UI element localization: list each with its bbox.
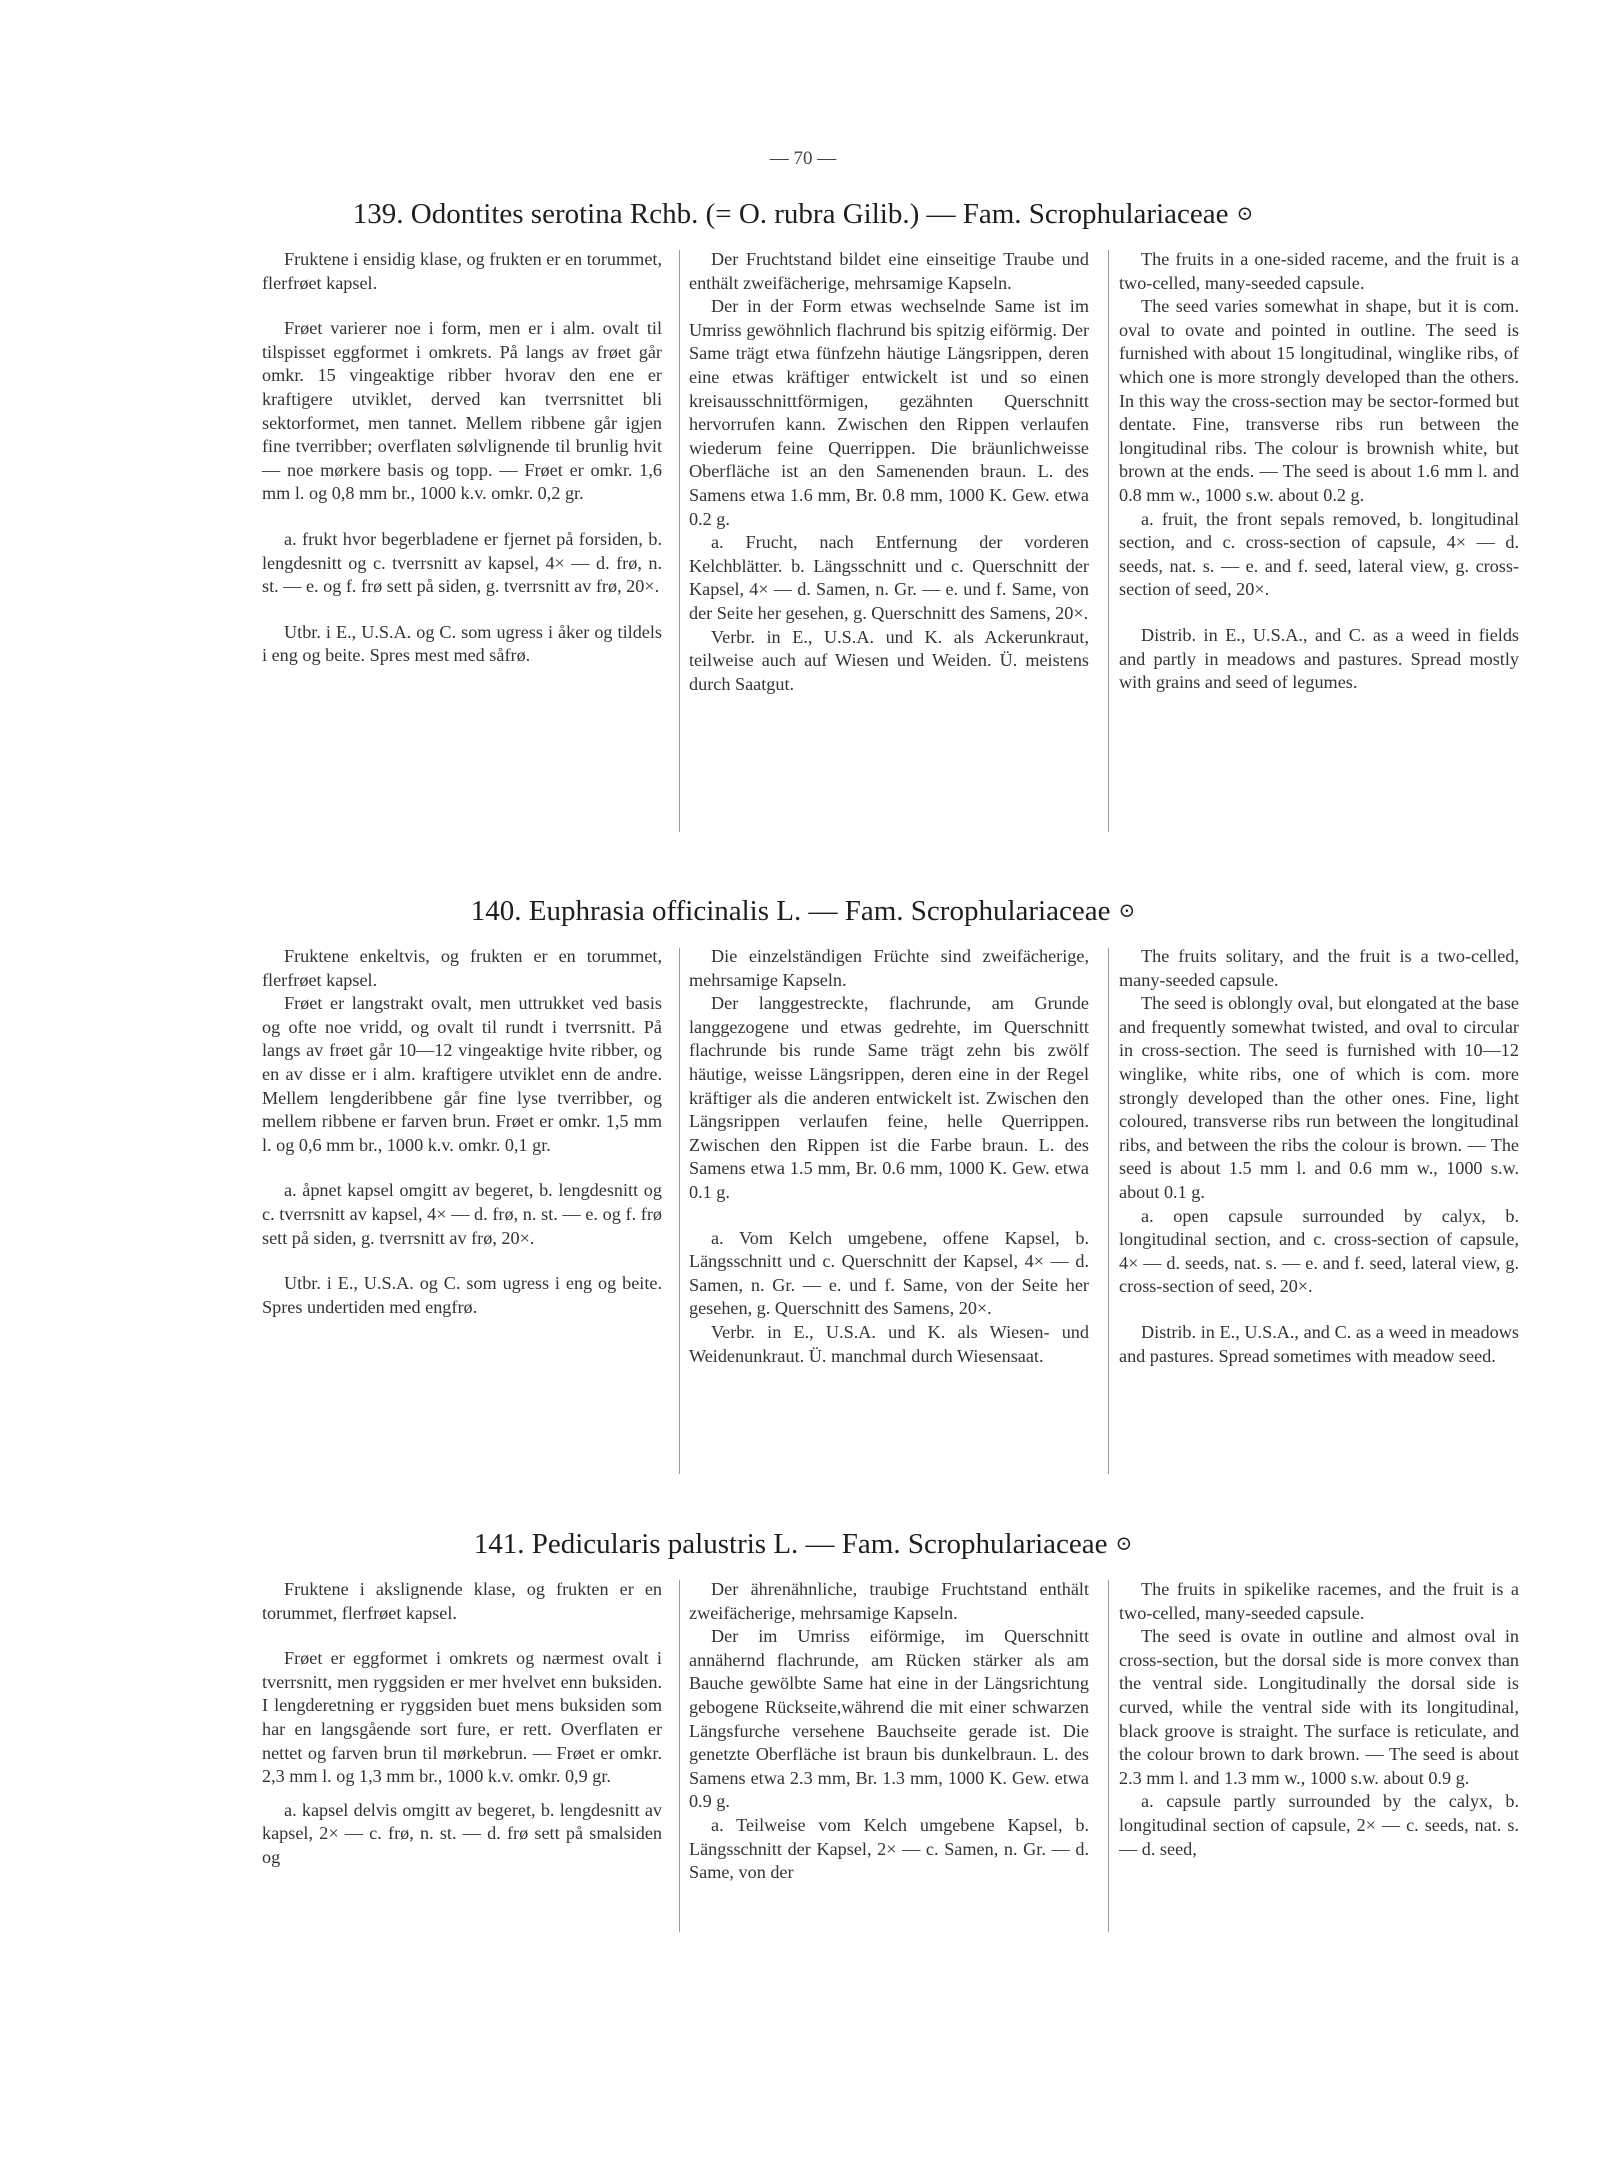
figure-legend: a. åpnet kapsel omgitt av begeret, b. lengdesnitt og c. tverrsnitt av kapsel, 4× — d. frø, n. st. — e. og f. frø sett på siden, g. tverrsnitt av frø, 20×.: [262, 1180, 662, 1248]
entry-139-german-column: [689, 248, 1089, 696]
entry-141-norwegian-column: [262, 1578, 662, 1870]
distribution: Distrib. in E., U.S.A., and C. as a weed in fields and partly in meadows and pastures. Spread mostly with grains and seed of legumes.: [1119, 624, 1519, 693]
column-divider: [679, 250, 680, 832]
seed-description: Der in der Form etwas wechselnde Same ist im Umriss gewöhnlich flachrund bis spitzig eiförmig. Der Same trägt etwa fünfzehn häutige Längsrippen, deren eine etwas kräftiger entwickelt ist und so einen kreisausschnittförmigen, gezähnten Querschnitt hervorrufen kann. Zwischen den Rippen verlaufen wiederum feine Querrippen. Die bräunlichweisse Oberfläche ist an den Samenenden braun. L. des Samens etwa 1.6 mm, Br. 0.8 mm, 1000 K. Gew. etwa 0.2 g.: [689, 296, 1089, 529]
fruit-description: Fruktene enkeltvis, og frukten er en torummet, flerfrøet kapsel.: [262, 946, 662, 990]
column-divider: [1108, 250, 1109, 832]
annual-symbol-icon: ⊙: [1118, 900, 1136, 922]
species-number: 139.: [352, 198, 404, 230]
seed-description: Frøet er langstrakt ovalt, men uttrukket ved basis og ofte noe vridd, og ovalt til rundt i tverrsnitt. På langs av frøet går 10—12 vingeaktige hvite ribber, og en av disse er i alm. kraftigere utviklet enn de andre. Mellem lengderibbene går fine lyse tverribber, og mellem ribbene er farven brun. Frøet er omkr. 1,5 mm l. og 0,6 mm br., 1000 k.v. omkr. 0,1 gr.: [262, 993, 662, 1155]
species-number: 140.: [470, 895, 522, 927]
distribution: Verbr. in E., U.S.A. und K. als Wiesen- und Weidenunkraut. Ü. manchmal durch Wiesensaat.: [689, 1321, 1089, 1366]
figure-legend: a. frukt hvor begerbladene er fjernet på forsiden, b. lengdesnitt og c. tverrsnitt av kapsel, 4× — d. frø, n. st. — e. og f. frø sett på siden, g. tverrsnitt av frø, 20×.: [262, 528, 662, 597]
column-divider: [1108, 1580, 1109, 1932]
fruit-description: Die einzelständigen Früchte sind zweifächerige, mehrsamige Kapseln.: [689, 946, 1089, 990]
column-divider: [679, 1580, 680, 1932]
distribution: Utbr. i E., U.S.A. og C. som ugress i eng og beite. Spres undertiden med engfrø.: [262, 1273, 662, 1317]
species-heading-141: [0, 1528, 1606, 1561]
figure-legend: a. open capsule surrounded by calyx, b. longitudinal section, and c. cross-section of capsule, 4× — d. seeds, nat. s. — e. and f. seed, lateral view, g. cross-section of seed, 20×.: [1119, 1205, 1519, 1297]
fruit-description: Der ährenähnliche, traubige Fruchtstand enthält zweifächerige, mehrsamige Kapseln.: [689, 1579, 1089, 1623]
seed-description: The seed is oblongly oval, but elongated at the base and frequently somewhat twisted, and oval to circular in cross-section. The seed is furnished with 10—12 winglike, white ribs, one of which is com. more strongly developed than the other ones. Fine, light coloured, transverse ribs run between the longitudinal ribs, and between the ribs the colour is brown. — The seed is about 1.5 mm l. and 0.6 mm w., 1000 s.w. about 0.1 g.: [1119, 993, 1519, 1202]
species-number: 141.: [473, 1528, 525, 1560]
species-title: Pedicularis palustris L. — Fam. Scrophulariaceae: [531, 1528, 1108, 1560]
distribution: Utbr. i E., U.S.A. og C. som ugress i åker og tildels i eng og beite. Spres mest med såfrø.: [262, 621, 662, 666]
annual-symbol-icon: ⊙: [1115, 1533, 1133, 1555]
entry-141-english-column: [1119, 1578, 1519, 1861]
entry-140-german-column: [689, 945, 1089, 1368]
seed-description: The seed varies somewhat in shape, but it is com. oval to ovate and pointed in outline. The seed is furnished with about 15 longitudinal, winglike ribs, of which one is more strongly developed than the others. In this way the cross-section may be sector-formed but dentate. Fine, transverse ribs run between the longitudinal ribs. The colour is brownish white, but brown at the ends. — The seed is about 1.6 mm l. and 0.8 mm w., 1000 s.w. about 0.2 g.: [1119, 296, 1519, 505]
seed-description: Der im Umriss eiförmige, im Querschnitt annähernd flachrunde, am Rücken stärker als am Bauche gewölbte Same hat eine in der Längsrichtung gebogene Rückseite,während die mit einer schwarzen Längsfurche versehene Bauchseite gerade ist. Die genetzte Oberfläche ist braun bis dunkelbraun. L. des Samens etwa 2.3 mm, Br. 1.3 mm, 1000 K. Gew. etwa 0.9 g.: [689, 1626, 1089, 1812]
figure-legend: a. kapsel delvis omgitt av begeret, b. lengdesnitt av kapsel, 2× — c. frø, n. st. — d. frø sett på smalsiden og: [262, 1799, 662, 1867]
page-number: — 70 —: [769, 148, 837, 169]
entry-139-norwegian-column: [262, 248, 662, 668]
seed-description: Frøet varierer noe i form, men er i alm. ovalt til tilspisset eggformet i omkrets. På langs av frøet går omkr. 15 vingeaktige ribber hvorav den ene er kraftigere utviklet, derved kan tverrsnittet bli sektorformet, men tannet. Mellem ribbene går igjen fine tverribber; overflaten sølvlignende til brunlig hvit — noe mørkere basis og topp. — Frøet er omkr. 1,6 mm l. og 0,8 mm br., 1000 k.v. omkr. 0,2 gr.: [262, 318, 662, 504]
distribution: Distrib. in E., U.S.A., and C. as a weed in meadows and pastures. Spread sometimes with meadow seed.: [1119, 1321, 1519, 1366]
annual-symbol-icon: ⊙: [1236, 203, 1254, 225]
fruit-description: The fruits in a one-sided raceme, and the fruit is a two-celled, many-seeded capsule.: [1119, 249, 1519, 293]
column-divider: [1108, 948, 1109, 1474]
entry-141-german-column: [689, 1578, 1089, 1885]
species-heading-139: [0, 198, 1606, 231]
fruit-description: Der Fruchtstand bildet eine einseitige Traube und enthält zweifächerige, mehrsamige Kapseln.: [689, 249, 1089, 293]
fruit-description: Fruktene i ensidig klase, og frukten er en torummet, flerfrøet kapsel.: [262, 249, 662, 293]
fruit-description: The fruits solitary, and the fruit is a two-celled, many-seeded capsule.: [1119, 946, 1519, 990]
species-title: Euphrasia officinalis L. — Fam. Scrophulariaceae: [528, 895, 1111, 927]
figure-legend: a. fruit, the front sepals removed, b. longitudinal section, and c. cross-section of capsule, 4× — d. seeds, nat. s. — e. and f. seed, lateral view, g. cross-section of seed, 20×.: [1119, 508, 1519, 600]
entry-139-english-column: [1119, 248, 1519, 695]
seed-description: The seed is ovate in outline and almost oval in cross-section, but the dorsal side is more convex than the ventral side. Longitudinally the dorsal side is curved, while the ventral side with its longitudinal, black groove is straight. The surface is reticulate, and the colour brown to dark brown. — The seed is about 2.3 mm l. and 1.3 mm w., 1000 s.w. about 0.9 g.: [1119, 1626, 1519, 1788]
figure-legend: a. Frucht, nach Entfernung der vorderen Kelchblätter. b. Längsschnitt und c. Querschnitt der Kapsel, 4× — d. Samen, n. Gr. — e. und f. Same, von der Seite her gesehen, g. Querschnitt des Samens, 20×.: [689, 532, 1089, 623]
figure-legend: a. capsule partly surrounded by the calyx, b. longitudinal section of capsule, 2× — c. seeds, nat. s. — d. seed,: [1119, 1791, 1519, 1859]
entry-140-english-column: [1119, 945, 1519, 1368]
entry-140-norwegian-column: [262, 945, 662, 1319]
seed-description: Frøet er eggformet i omkrets og nærmest ovalt i tverrsnitt, men ryggsiden er mer hvelvet enn buksiden. I lengderetning er ryggsiden buet mens buksiden som har en langsgående sort fure, er rett. Overflaten er nettet og farven brun til mørkebrun. — Frøet er omkr. 2,3 mm l. og 1,3 mm br., 1000 k.v. omkr. 0,9 gr.: [262, 1648, 662, 1787]
figure-legend: a. Teilweise vom Kelch umgebene Kapsel, b. Längsschnitt der Kapsel, 2× — c. Samen, n. Gr. — d. Same, von der: [689, 1814, 1089, 1883]
fruit-description: The fruits in spikelike racemes, and the fruit is a two-celled, many-seeded capsule.: [1119, 1579, 1519, 1623]
column-divider: [679, 948, 680, 1474]
distribution: Verbr. in E., U.S.A. und K. als Ackerunkraut, teilweise auch auf Wiesen und Weiden. Ü. meistens durch Saatgut.: [689, 626, 1089, 694]
species-title: Odontites serotina Rchb. (= O. rubra Gilib.) — Fam. Scrophulariaceae: [410, 198, 1229, 230]
seed-description: Der langgestreckte, flachrunde, am Grunde langgezogene und etwas gedrehte, im Querschnitt flachrunde bis runde Same trägt zehn bis zwölf häutige, weisse Längsrippen, deren eine in der Regel kräftiger als die anderen entwickelt ist. Zwischen den Längsrippen verlaufen feine, helle Querrippen. Zwischen den Rippen ist die Farbe braun. L. des Samens etwa 1.5 mm, Br. 0.6 mm, 1000 K. Gew. etwa 0.1 g.: [689, 993, 1089, 1202]
figure-legend: a. Vom Kelch umgebene, offene Kapsel, b. Längsschnitt und c. Querschnitt der Kapsel, 4× — d. Samen, n. Gr. — e. und f. Same, von der Seite her gesehen, g. Querschnitt des Samens, 20×.: [689, 1227, 1089, 1319]
fruit-description: Fruktene i akslignende klase, og frukten er en torummet, flerfrøet kapsel.: [262, 1579, 662, 1623]
species-heading-140: [0, 895, 1606, 928]
